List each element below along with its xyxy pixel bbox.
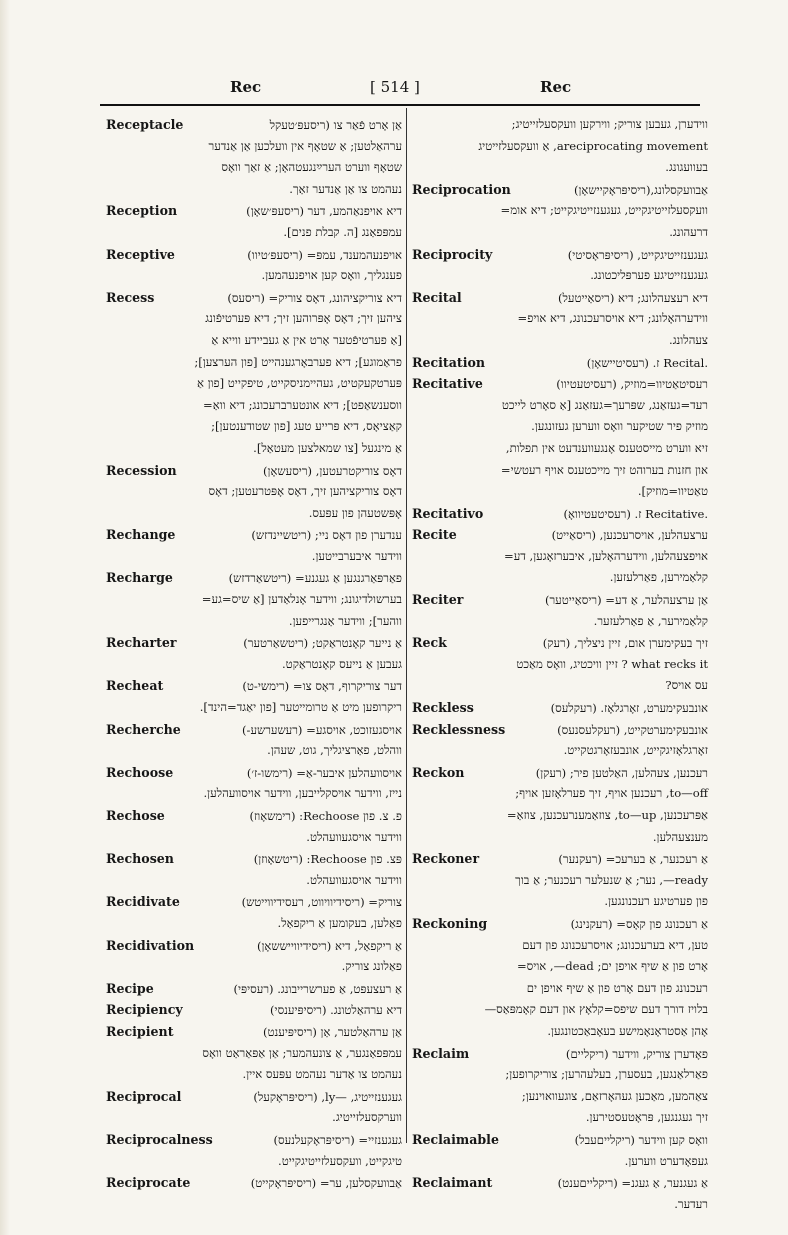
definition-text: to—off, רעכנען אויף, זיך פערלאָזען אויף; <box>515 786 708 801</box>
headword: Recitation <box>412 354 486 370</box>
dictionary-line <box>106 114 402 136</box>
dictionary-line <box>106 546 402 568</box>
dictionary-line <box>412 200 708 222</box>
dictionary-line <box>412 719 708 741</box>
definition-text: דער צוריקרוף, דאָס צו= (רימשי-ט) <box>242 679 402 694</box>
dictionary-line <box>106 805 402 827</box>
definition-text: אַן ערהאַלטער, אַן (ריסיפּיענט) <box>263 1024 402 1039</box>
headword: Recipiency <box>106 1002 183 1018</box>
dictionary-line <box>106 157 402 179</box>
definition-text: ready—, נער; אַ שנעלער רעכנער; אַ בוך <box>515 872 708 887</box>
headword: Recharge <box>106 570 173 586</box>
definition-text: בעוועגונג. <box>665 160 708 175</box>
definition-text: אָפּשטעהן פון עפּעס. <box>308 505 402 520</box>
dictionary-line <box>106 1043 402 1065</box>
dictionary-line <box>106 1086 402 1108</box>
headword: Recitativo <box>412 505 484 521</box>
dictionary-line <box>106 589 402 611</box>
dictionary-line <box>106 1107 402 1129</box>
dictionary-line <box>106 1129 402 1151</box>
definition-text: עס אויס? <box>665 678 708 693</box>
dictionary-line <box>412 287 708 309</box>
definition-text: אַן ערצעהלער, אַ דע= (ריסאַייטער) <box>544 593 708 608</box>
definition-text: זיך געגנגען, פּראָטעסטירען. <box>585 1110 708 1125</box>
headword: Recharter <box>106 635 177 651</box>
dictionary-line <box>412 632 708 654</box>
dictionary-line <box>106 438 402 460</box>
headword: Recklessness <box>412 721 506 737</box>
headword: Receptacle <box>106 117 184 132</box>
dictionary-line <box>106 956 402 978</box>
dictionary-line <box>412 1086 708 1108</box>
definition-text: פענגליך, וואָס קען אויפנעהמען. <box>261 268 402 283</box>
headword: Reciprocal <box>106 1088 182 1104</box>
dictionary-line <box>412 913 708 935</box>
definition-text: דיא צוריקציהונג, דאָס צוריק= (ריסעס) <box>227 290 402 305</box>
definition-text: אַ מינגעל [צו שמאלצען מעטאַל]. <box>253 440 402 455</box>
dictionary-line <box>412 136 708 158</box>
dictionary-line <box>412 157 708 179</box>
dictionary-line <box>106 136 402 158</box>
definition-text: .Recitative ז. (רעסיטעטיוואָ) <box>563 506 708 521</box>
definition-text: נייז, ווידער אויסקלייבען, ווידער אויסוועהלען. <box>203 786 402 801</box>
dictionary-line <box>106 200 402 222</box>
dictionary-line <box>412 1151 708 1173</box>
definition-text: בערשולדיגונג; ווידער אָנלאַדען [אַ שיס=גע= <box>201 592 402 607</box>
page-number: [ 514 ] <box>370 78 420 96</box>
headword: Reclaim <box>412 1045 470 1061</box>
dictionary-line <box>412 179 708 201</box>
dictionary-line <box>106 308 402 330</box>
definition-text: רעסיטאַטיוו=מוזיק, (רעסיטעטיוו) <box>556 377 708 392</box>
dictionary-line <box>412 762 708 784</box>
headword: Recital <box>412 289 462 305</box>
definition-text: ריקרופען מיט אַ טרומייטער [פון יאַגד=הינד]. <box>199 700 402 715</box>
dictionary-line <box>106 999 402 1021</box>
header-rule <box>100 104 700 106</box>
definition-text: אַן אָרט פֿאַר צו (ריסעפּ׳טעקל <box>269 118 402 132</box>
dictionary-line <box>412 395 708 417</box>
dictionary-line <box>106 481 402 503</box>
definition-text: טאַטיוו=מוזיק]. <box>637 484 708 499</box>
definition-text: קלאַמירען, פאַרלעזען. <box>609 570 708 585</box>
definition-text: געגענזייטיגקייט, (ריסיפּראָסיטי) <box>567 247 708 262</box>
dictionary-line <box>412 827 708 849</box>
definition-text: ענדערן פון דאָס ניי; (ריטשיינדזש) <box>251 528 402 543</box>
page-header <box>100 78 680 100</box>
dictionary-line <box>412 805 708 827</box>
definition-text: אַ רעכנער, אַ בערעכ= (רעקנער) <box>558 852 708 867</box>
dictionary-line <box>106 460 402 482</box>
dictionary-line <box>106 1172 402 1194</box>
headword: Recite <box>412 527 457 543</box>
definition-text: זיך בעקימערן אום, זיין ניצליך, (רעק) <box>542 636 708 651</box>
definition-text: פאַרלאַנגען, בעסערן, בעלעהרען; צוריקרופען; <box>505 1067 708 1082</box>
dictionary-line <box>106 330 402 352</box>
definition-text: געגענזייטיג, —ly, (ריסיפּראָקעל) <box>253 1089 402 1104</box>
dictionary-line <box>106 1064 402 1086</box>
dictionary-line <box>106 373 402 395</box>
dictionary-line <box>412 589 708 611</box>
definition-text: צאַהמען, מאַכען געהאָרזאַם, צוגעוואוינען; <box>521 1088 708 1103</box>
dictionary-line <box>106 848 402 870</box>
dictionary-line <box>412 611 708 633</box>
dictionary-line <box>106 632 402 654</box>
dictionary-line <box>412 244 708 266</box>
definition-text: פראַמוגע]; דיא פערבאָרגענהייט [פון הערצען]; <box>194 354 402 369</box>
definition-text: ווידערן, געבען צוריק; ווירקען וועקסעלזייטיג; <box>511 117 708 131</box>
headword: Reclaimant <box>412 1175 493 1191</box>
dictionary-line <box>412 891 708 913</box>
dictionary-line <box>412 999 708 1021</box>
headword: Reclaimable <box>412 1131 499 1147</box>
dictionary-line <box>106 222 402 244</box>
definition-text: פ. צ. פון Rechoose: (רימשאָוז) <box>249 809 402 823</box>
definition-text: אויפנעהמענד, עמפּ= (ריסעפּ׳טיוו) <box>247 247 402 262</box>
definition-text: וועקסעלזייטיגקייט, געגענזייטיגקייט; דיא אומ= <box>500 203 708 218</box>
headword: Rechose <box>106 808 165 823</box>
dictionary-line <box>412 308 708 330</box>
dictionary-line <box>412 352 708 374</box>
headword: Recess <box>106 289 155 305</box>
definition-text: ווידערהאָלונג; דיא אויסרעכנונג, דיא אויפ= <box>517 311 708 326</box>
dictionary-line <box>412 481 708 503</box>
definition-text: און חזנות בערוהט זיך מייכטענס אויף רעטשי= <box>500 462 708 477</box>
definition-text: אויסגעזוכט, אויסגע= (רעשערשע-) <box>242 722 402 737</box>
headword: Reckon <box>412 764 465 780</box>
definition-text: areciprocating movement, אַ וועקסעלזייטיג <box>478 138 708 153</box>
dictionary-line <box>412 416 708 438</box>
definition-text: דאָס צוריקטרעטען, (ריסעשאָן) <box>262 463 402 478</box>
definition-text: פאַרפּאַרגנגען אַ געגנע= (ריטשאַרדזש) <box>228 571 402 586</box>
dictionary-line <box>106 891 402 913</box>
definition-text: אונבעקימערט, זאָרגלאָז. (רעקלעס) <box>550 701 708 716</box>
definition-text: עמפּפאַנגער, אַ צונעהמער; אַן אַפּאַראַט וואָס <box>202 1045 402 1060</box>
definition-text: אונבעקימערטקייט, (רעקלעסנעס) <box>557 722 708 737</box>
definition-text: געגענזיי= (ריסיפּראָקעלנעס) <box>273 1132 402 1147</box>
dictionary-line <box>106 503 402 525</box>
definition-text: ווידער איבערבייטען. <box>311 548 402 563</box>
definition-text: פּצ. פון Rechoose: (ריטשאָוזן) <box>253 852 402 867</box>
definition-text: דרעהונג. <box>669 224 708 239</box>
dictionary-line <box>412 546 708 568</box>
definition-text: אַ געגנער, אַ געגנ= (ריקלייםענט) <box>557 1176 708 1191</box>
dictionary-line <box>412 1129 708 1151</box>
definition-text: ווידער אויסגעוועהלט. <box>306 829 402 844</box>
dictionary-line <box>412 567 708 589</box>
dictionary-line <box>106 675 402 697</box>
dictionary-line <box>106 179 402 201</box>
definition-text: ווהער]; ווידער אַנגרייפען. <box>288 613 402 628</box>
dictionary-line <box>106 395 402 417</box>
dictionary-line <box>412 438 708 460</box>
dictionary-line <box>106 719 402 741</box>
definition-text: זיא ווערט מייסטענס אָנגעווענדעט אין תפלות, <box>505 440 708 455</box>
headword: Recipient <box>106 1023 174 1039</box>
definition-text: דיא ערהאַלטונג. (ריסיפּיענסי) <box>270 1003 402 1018</box>
definition-text: טען, דיא בערעכנונג; אויסרעכנונג פון דעם <box>522 937 708 952</box>
definition-text: וואָס קען ווידער (ריקלייםעבל) <box>574 1132 708 1147</box>
dictionary-line <box>412 503 708 525</box>
dictionary-line <box>106 352 402 374</box>
headword: Reciprocalness <box>106 1131 213 1147</box>
definition-text: ווסענשאַפט]; דיא אונטערברעכונג; דיא וואַ= <box>203 397 402 412</box>
definition-text: בלויז דורך דעם שיפס=קלאָץ און דעם קאָמפּאַס— <box>484 1002 708 1017</box>
dictionary-line <box>412 1194 708 1216</box>
definition-text: פאַלען, בעקומען אַ ריקפאַל. <box>277 915 402 930</box>
headword: Recherche <box>106 721 181 737</box>
definition-text: ווידער אויסגעוועהלט. <box>306 872 402 887</box>
dictionary-line <box>412 783 708 805</box>
definition-text: שטאָף ווערט הערײַנגעטהאָן; אַ זאַך וואָס <box>221 160 402 175</box>
column-divider <box>406 108 407 1143</box>
dictionary-line <box>106 740 402 762</box>
headword: Reciprocation <box>412 181 511 197</box>
dictionary-line <box>106 1151 402 1173</box>
dictionary-line <box>412 373 708 395</box>
definition-text: טיגקייט, וועקסעלזייטיגקייט. <box>278 1153 402 1168</box>
headword: Receptive <box>106 246 175 262</box>
definition-text: דיא רעצעהלונג; דיא (ריסאַייטעל) <box>557 290 708 305</box>
dictionary-line <box>412 935 708 957</box>
definition-text: רעד=געזאַנג, שפּרעך=געזאַנג [אַ סאָרט לייכט <box>501 397 708 412</box>
dictionary-line <box>412 265 708 287</box>
left-column <box>106 114 402 1191</box>
definition-text: זאָרגלאָזיגקייט, אונבעזאָרגטקייט. <box>563 743 708 758</box>
definition-text: ערהאַלטען; אַ שטאָף אין וועלכען אַן אַנדער <box>208 138 402 153</box>
definition-text: רעכנען, צעהלען, האַלטען פיר; (רעקן) <box>535 765 708 780</box>
page-binding-shadow <box>0 0 10 1235</box>
headword: Rechosen <box>106 851 174 867</box>
dictionary-line <box>412 978 708 1000</box>
headword: Recession <box>106 462 177 478</box>
definition-text: קאַציאָס, דיא פּרייע טעג [פון שטודענטען]; <box>211 419 402 434</box>
definition-text: ציהען זיך; דאָס אָפּרוהען זיך; דיא פּערטיפֿונג <box>205 311 402 326</box>
definition-text: אָרט פון אַ שיף אויפן ים; dead—, אויס= <box>516 959 708 974</box>
definition-text: מענצעהלען. <box>652 829 708 844</box>
dictionary-line <box>412 222 708 244</box>
definition-text: געגענזייטיגע פערפּליכטונג. <box>590 268 708 283</box>
dictionary-line <box>412 1021 708 1043</box>
dictionary-line <box>106 913 402 935</box>
dictionary-line <box>106 524 402 546</box>
definition-text: אַ נייער קאָנטראַקט; (ריטשאַרטער) <box>243 636 402 651</box>
headword: Recidivation <box>106 937 195 953</box>
headword: Reckless <box>412 700 474 716</box>
definition-text: פון פערטיגע רעכנונגען. <box>604 894 708 909</box>
headword: Reciprocity <box>412 246 493 262</box>
definition-text: צעהלונג. <box>669 332 708 347</box>
definition-text: נעהמט צו אַן אַנדער זאַך. <box>289 181 402 196</box>
definition-text: פאָדערן צוריק, ווידער (ריקליים) <box>565 1046 708 1061</box>
headword: Recipe <box>106 980 154 996</box>
dictionary-line <box>412 956 708 978</box>
definition-text: דיא אויפנאַהמע, דער (ריסעפּ׳שאָן) <box>246 204 402 219</box>
dictionary-line <box>106 783 402 805</box>
definition-text: עמפּפאַנג [ה. קבלת פנים]. <box>283 224 402 239</box>
dictionary-line <box>412 1064 708 1086</box>
headword: Recidivate <box>106 894 180 910</box>
definition-text: אויפצעהלען, ווידערהאָלען, איבערזאָגען, דע= <box>504 548 708 563</box>
dictionary-line <box>412 740 708 762</box>
dictionary-line <box>106 935 402 957</box>
definition-text: אַבוועקסלונג,(ריסיפּראָקיישאָן) <box>573 182 708 197</box>
dictionary-line <box>106 567 402 589</box>
header-right-guide-word: Rec <box>540 78 572 96</box>
dictionary-line <box>412 697 708 719</box>
definition-text: געבען אַ נייעס קאָנטראַקט. <box>282 656 402 671</box>
dictionary-line <box>106 762 402 784</box>
definition-text: אַ רעצעפּט, אַ פערשרייבונג. (רעסיפּי) <box>233 981 402 996</box>
definition-text: אַ רעכנונג פון קאָס= (רעקנינג) <box>570 916 708 931</box>
definition-text: אויסוועהלען איבער-אַ= (רימשו-ז׳) <box>246 765 402 780</box>
headword: Recitative <box>412 376 483 392</box>
header-left-guide-word: Rec <box>230 78 262 96</box>
dictionary-line <box>106 1021 402 1043</box>
headword: Reck <box>412 635 447 651</box>
headword: Reception <box>106 203 178 219</box>
definition-text: [אַ פערטיפֿטער אָרט אין אַ געביידע ווייא אַ <box>211 332 402 347</box>
definition-text: אָהן אַסטראָנאָמישע בעאָבאַכטונגען. <box>547 1023 708 1038</box>
dictionary-line <box>106 654 402 676</box>
definition-text: געפאָדערט ווערען. <box>624 1153 708 1168</box>
definition-text: רעדער. <box>674 1196 708 1211</box>
definition-text: פּערטקעקטיט, געהיימניסקייט, טיפקייט [פון אַ <box>196 376 402 391</box>
headword: Reciprocate <box>106 1175 191 1191</box>
definition-text: אַ ריקפאַל, דיא (ריסידיווייששאָן) <box>256 938 402 953</box>
definition-text: ווערקסעלזייטיג. <box>332 1110 402 1125</box>
dictionary-line <box>412 1172 708 1194</box>
dictionary-line <box>106 244 402 266</box>
headword: Reciter <box>412 592 464 608</box>
dictionary-line <box>106 287 402 309</box>
dictionary-line <box>106 265 402 287</box>
definition-text: ווהלט, פאַרציגליך, גוט, שעהן. <box>267 743 402 758</box>
definition-text: what recks it ? זיין וויכטיג, וואָס מאַכט <box>516 656 708 671</box>
headword: Recheat <box>106 678 164 694</box>
dictionary-line <box>412 114 708 136</box>
dictionary-line <box>412 654 708 676</box>
dictionary-line <box>106 870 402 892</box>
dictionary-line <box>412 848 708 870</box>
dictionary-line <box>412 675 708 697</box>
definition-text: פאַלונג צוריק. <box>341 959 402 974</box>
dictionary-line <box>106 978 402 1000</box>
headword: Reckoning <box>412 915 488 931</box>
definition-text: אַפּרעכנען, to—up, צוזאַמענרעכנען, צוזאַ= <box>506 808 708 822</box>
definition-text: מוזיק פיר שטיקער וואָס ווערען געזונגען. <box>531 419 708 434</box>
dictionary-line <box>412 460 708 482</box>
definition-text: צוריק= (ריסידיוויווט, רעסידיווייטש) <box>241 895 402 910</box>
definition-text: נעהמט צו אַדער נעהמט עפּעס איין. <box>242 1067 402 1082</box>
headword: Rechange <box>106 527 176 543</box>
headword: Rechoose <box>106 764 174 780</box>
definition-text: דאָס צוריקציהען זיך, דאָס אָפּטרעטען; דאָס <box>208 484 402 499</box>
dictionary-line <box>412 330 708 352</box>
dictionary-line <box>106 611 402 633</box>
dictionary-line <box>412 870 708 892</box>
definition-text: אַבוועקסלען, ער= (ריסיפּראָקייט) <box>250 1176 402 1191</box>
definition-text: רעכנונג פון דעם אָרט פון אַ שיף אויפן ים <box>526 980 708 995</box>
right-column <box>412 114 708 1211</box>
dictionary-line <box>412 1107 708 1129</box>
dictionary-line <box>412 524 708 546</box>
definition-text: קלאַמירער, אַ פאַרלעזער. <box>593 613 708 628</box>
dictionary-line <box>106 827 402 849</box>
definition-text: ערצעהלען, אויסרעכנען, (ריסאַייט) <box>551 528 708 543</box>
headword: Reckoner <box>412 851 480 867</box>
dictionary-line <box>106 416 402 438</box>
dictionary-line <box>106 697 402 719</box>
dictionary-line <box>412 1043 708 1065</box>
definition-text: .Recital ז. (רעסיטיישאָן) <box>586 355 708 370</box>
